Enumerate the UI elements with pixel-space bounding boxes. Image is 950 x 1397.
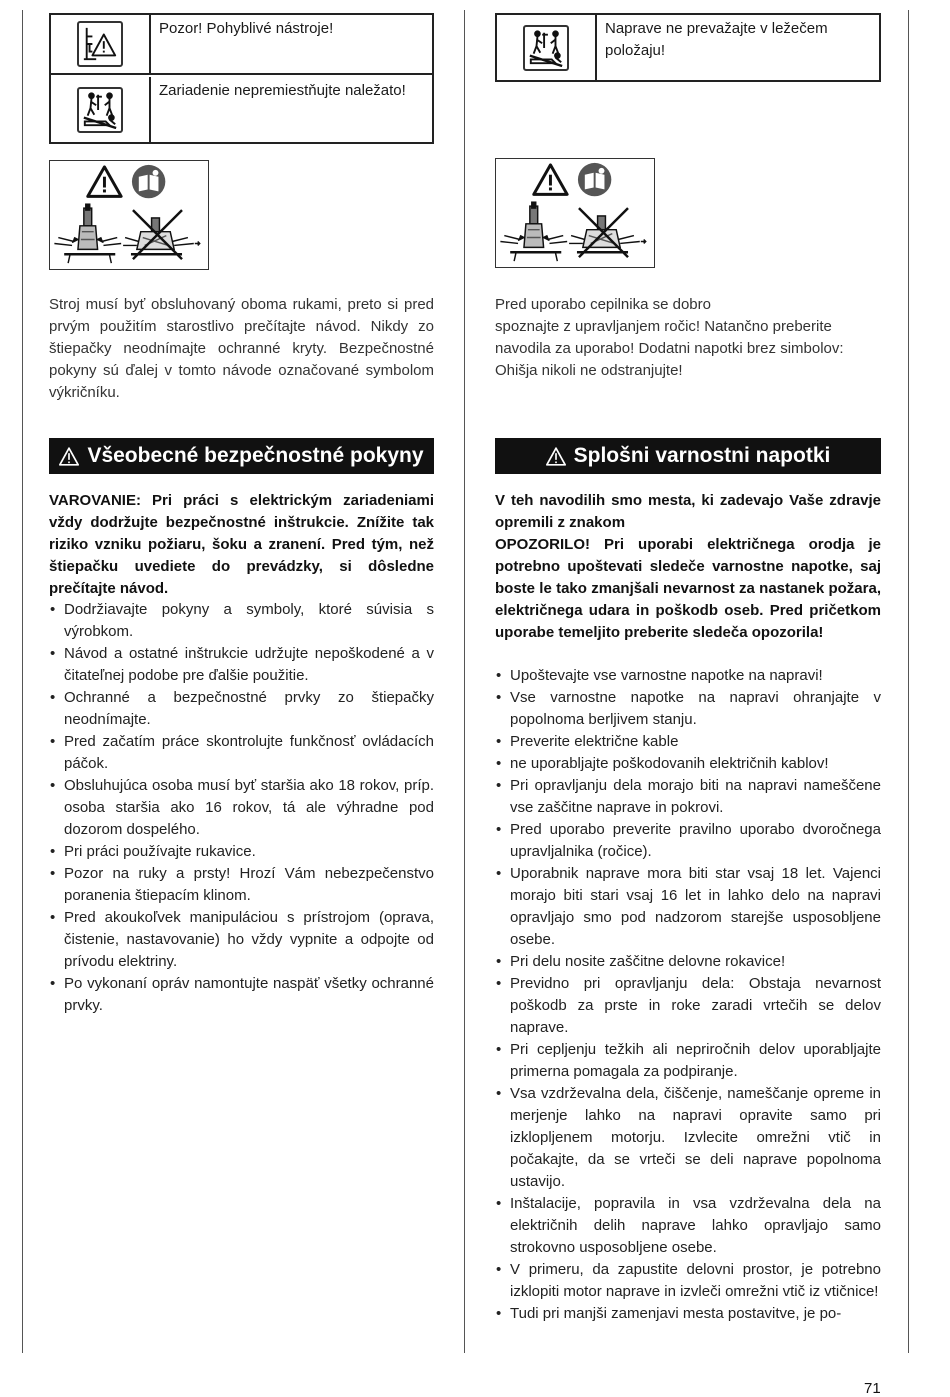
list-item: • Pri práci používajte rukavice. (49, 841, 434, 863)
column-rule-middle (464, 10, 465, 1353)
moving-tools-warning-icon (77, 21, 123, 67)
right-symbol-table (495, 13, 881, 82)
splitter-operation-pictogram (495, 158, 655, 268)
section-heading-text: Všeobecné bezpečnostné pokyny (87, 444, 424, 467)
symbol-text: Zariadenie nepremiestňujte naležato! (159, 82, 406, 99)
left-symbol-table (49, 13, 434, 144)
list-item: • Obsluhujúca osoba musí byť staršia ako 18 rokov, príp. osoba staršia ako 16 rokov, tá ale výhradne pod dozorom dospelého. (49, 775, 434, 841)
right-warning-intro: V teh navodilih smo mesta, ki zadevajo Vaše zdravje opremili z znakom (495, 492, 881, 531)
splitter-operation-pictogram (49, 160, 209, 270)
list-item: • Ochranné a bezpečnostné prvky zo štiepačky neodnímajte. (49, 687, 434, 731)
symbol-row-moving-tools (51, 15, 432, 75)
symbol-text: Naprave ne prevažajte v ležečem položaju! (605, 20, 828, 59)
left-intro-paragraph: Stroj musí byť obsluhovaný oboma rukami, preto si pred prvým použitím starostlivo prečítajte návod. Nikdy zo štiepačky neodnímajte ochranné kryty. Bezpečnostné pokyny sú ďalej v tomto návode označované symbolom výkričníku. (49, 296, 434, 401)
column-rule-left (22, 10, 23, 1353)
section-heading-text: Splošni varnostni napotki (573, 444, 831, 467)
warning-triangle-icon (546, 447, 566, 466)
symbol-text: Pozor! Pohyblivé nástroje! (159, 20, 334, 37)
warning-triangle-icon (59, 447, 79, 466)
column-rule-right (908, 10, 909, 1353)
list-item: • Tudi pri manjši zamenjavi mesta postavitve, je po- (495, 1303, 881, 1325)
symbol-row-no-lying-transport (497, 15, 879, 80)
list-item: • Pri cepljenju težkih ali nepriročnih delov uporabljajte primerna pomagala za podpiranje. (495, 1039, 881, 1083)
list-item: • Vsa vzdrževalna dela, čiščenje, nameščanje opreme in merjenje lahko na napravi opravite samo pri izklopljenem motorju. Izvlecite omrežni vtič in počakajte, da se vrteči se deli naprave popolnoma ustavijo. (495, 1083, 881, 1193)
right-section-heading (495, 438, 881, 474)
list-item: • Po vykonaní opráv namontujte naspäť všetky ochranné prvky. (49, 973, 434, 1017)
no-transport-lying-icon (523, 25, 569, 71)
symbol-row-no-lying-transport (51, 77, 432, 142)
list-item: • Dodržiavajte pokyny a symboly, ktoré súvisia s výrobkom. (49, 599, 434, 643)
left-warning-paragraph: VAROVANIE: Pri práci s elektrickým zariadeniami vždy dodržujte bezpečnostné inštrukcie. Znížite tak riziko vzniku požiaru, šoku a zranení. Pred tým, než štiepačku uvediete do prevádzky, si dôsledne prečítajte návod. (49, 492, 434, 597)
left-bullet-list (49, 599, 434, 1017)
list-item: • Pred uporabo preverite pravilno uporabo dvoročnega upravljalnika (ročice). (495, 819, 881, 863)
list-item: • Uporabnik naprave mora biti star vsaj 18 let. Vajenci morajo biti stari vsaj 16 let in lahko delo na napravi opravljajo smo pod nadzorom starejše usposobljene osebe. (495, 863, 881, 951)
page-number: 71 (864, 1380, 881, 1397)
list-item: • Pozor na ruky a prsty! Hrozí Vám nebezpečenstvo poranenia štiepacím klinom. (49, 863, 434, 907)
list-item: • Previdno pri opravljanju dela: Obstaja nevarnost poškodb za prste in roke zaradi vrtečih se delov naprave. (495, 973, 881, 1039)
list-item: • Preverite električne kable (495, 731, 881, 753)
list-item: • Upoštevajte vse varnostne napotke na napravi! (495, 665, 881, 687)
no-transport-lying-icon (77, 87, 123, 133)
list-item: • Pred začatím práce skontrolujte funkčnosť ovládacích páčok. (49, 731, 434, 775)
list-item: • Pri opravljanju dela morajo biti na napravi nameščene vse zaščitne naprave in pokrovi. (495, 775, 881, 819)
right-warning-paragraph: OPOZORILO! Pri uporabi električnega orodja je potrebno upoštevati sledeče varnostne napotke, saj boste le tako zmanjšali nevarnost za nastanek požara, električnega udara in poškodb oseb. Pred pričetkom uporabe temeljito preberite sledeča opozorila! (495, 536, 881, 641)
list-item: • Návod a ostatné inštrukcie udržujte nepoškodené a v čitateľnej podobe pre ďalšie použitie. (49, 643, 434, 687)
list-item: • V primeru, da zapustite delovni prostor, je potrebno izklopiti motor naprave in izvleči omrežni vtič iz vtičnice! (495, 1259, 881, 1303)
right-intro-paragraph: Pred uporabo cepilnika se dobro spoznajte z upravljanjem ročic! Natančno preberite navodila za uporabo! Dodatni napotki brez simbolov: Ohišja nikoli ne odstranjujte! (495, 296, 844, 379)
list-item: • Pri delu nosite zaščitne delovne rokavice! (495, 951, 881, 973)
list-item: • Vse varnostne napotke na napravi ohranjajte v popolnoma berljivem stanju. (495, 687, 881, 731)
left-section-heading (49, 438, 434, 474)
list-item: • Pred akoukoľvek manipuláciou s prístrojom (oprava, čistenie, nastavovanie) ho vždy vypnite a odpojte od prívodu elektriny. (49, 907, 434, 973)
list-item: • Inštalacije, popravila in vsa vzdrževalna dela na električnih delih naprave lahko opravljajo samo strokovno usposobljene osebe. (495, 1193, 881, 1259)
list-item: • ne uporabljajte poškodovanih električnih kablov! (495, 753, 881, 775)
right-bullet-list (495, 665, 881, 1325)
two-hand-operation-icon (50, 161, 208, 269)
two-hand-operation-icon (496, 159, 654, 267)
